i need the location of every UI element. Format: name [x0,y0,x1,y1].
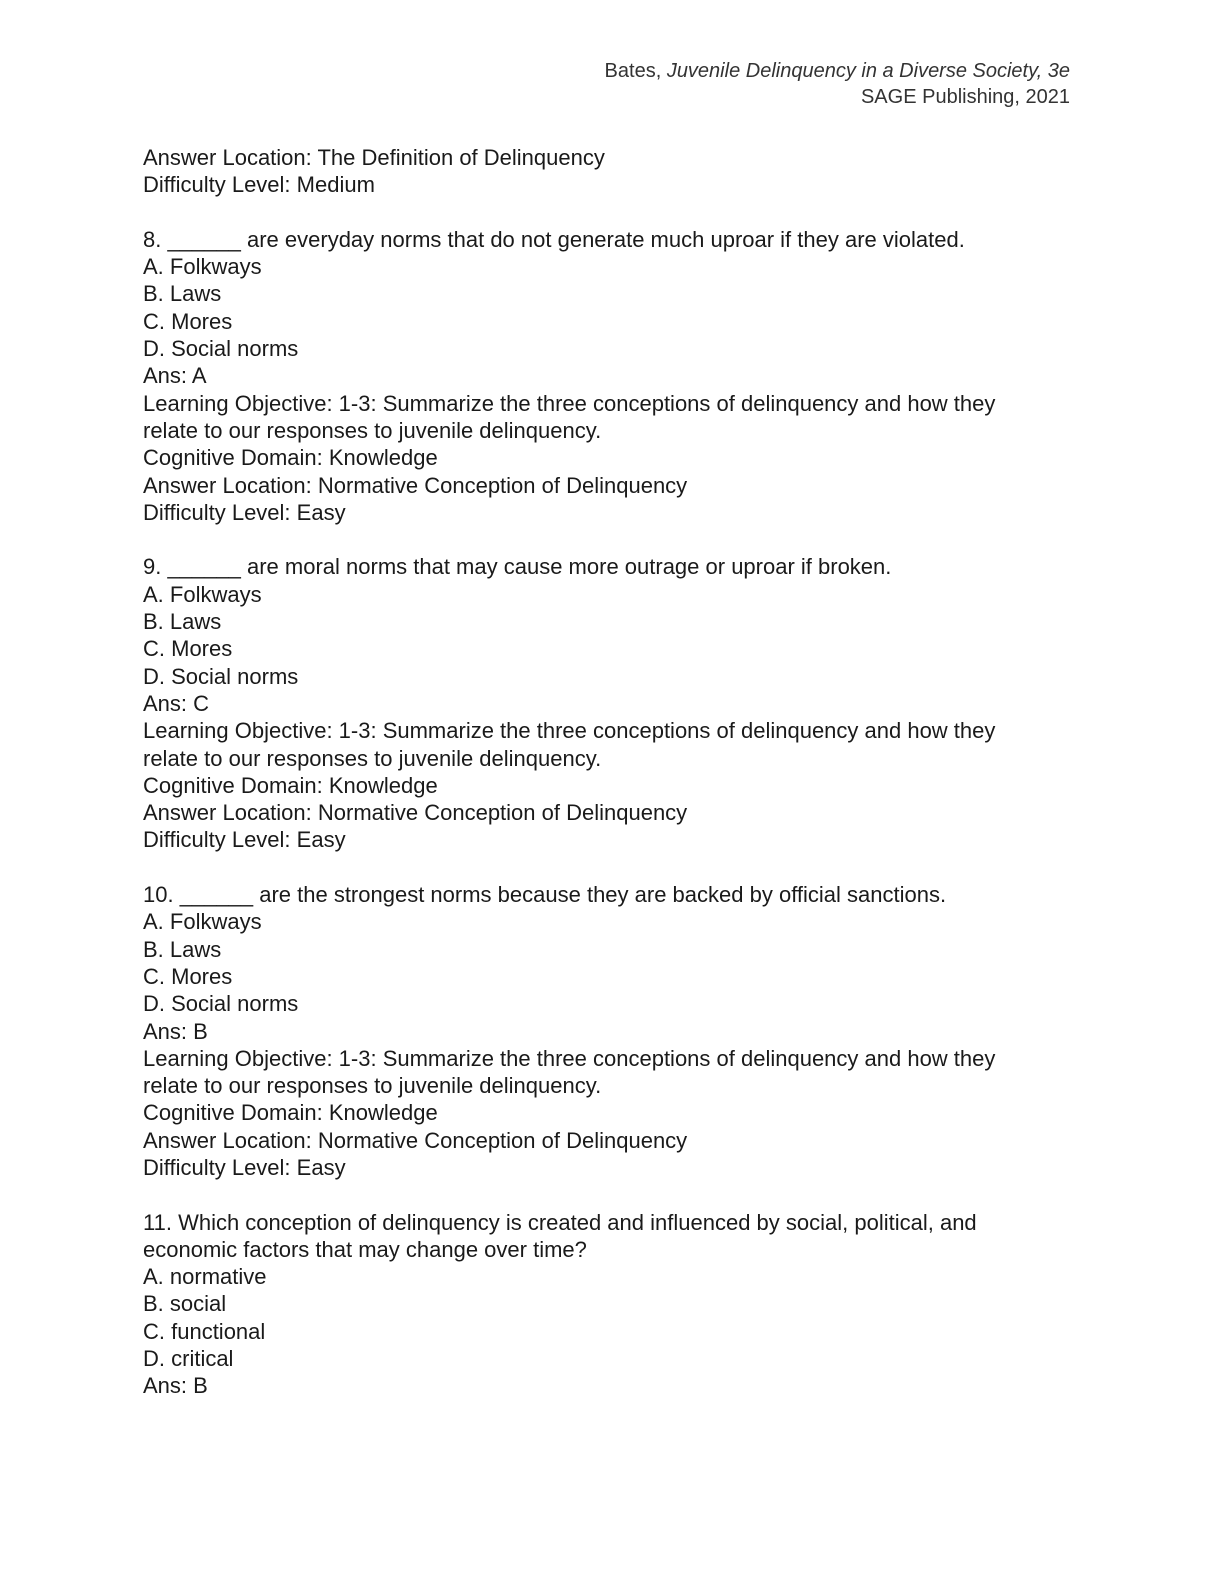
option-a: A. normative [143,1264,267,1290]
answer: Ans: A [143,363,207,389]
cognitive-domain: Cognitive Domain: Knowledge [143,1100,438,1126]
option-d: D. Social norms [143,663,299,689]
option-a: A. Folkways [143,581,262,607]
carryover-answer-location: Answer Location: The Definition of Delinquency [143,145,605,170]
option-d: D. Social norms [143,336,299,362]
answer-location: Answer Location: Normative Conception of Delinquency [143,472,688,498]
question-9 [143,553,1083,853]
option-a: A. Folkways [143,254,262,280]
option-c: C. Mores [143,636,233,662]
option-a: A. Folkways [143,909,262,935]
learning-objective: Learning Objective: 1-3: Summarize the three conceptions of delinquency and how they [143,718,996,744]
option-c: C. Mores [143,963,233,989]
difficulty-level: Difficulty Level: Easy [143,1154,346,1180]
question-stem: 9. ______ are moral norms that may cause more outrage or uproar if broken. [143,554,892,580]
answer: Ans: C [143,690,210,716]
option-c: C. functional [143,1318,266,1344]
learning-objective-cont: relate to our responses to juvenile delinquency. [143,417,602,443]
question-stem: 11. Which conception of delinquency is created and influenced by social, political, and [143,1209,977,1235]
header-author: Bates, [604,60,667,82]
learning-objective: Learning Objective: 1-3: Summarize the three conceptions of delinquency and how they [143,1045,996,1071]
document-body [143,144,1083,1400]
learning-objective-cont: relate to our responses to juvenile delinquency. [143,745,602,771]
option-b: B. Laws [143,609,222,635]
question-stem-cont: economic factors that may change over time? [143,1236,587,1262]
question-8 [143,226,1083,526]
option-b: B. Laws [143,936,222,962]
difficulty-level: Difficulty Level: Easy [143,499,346,525]
option-c: C. Mores [143,308,233,334]
option-b: B. Laws [143,281,222,307]
cognitive-domain: Cognitive Domain: Knowledge [143,772,438,798]
header-citation [605,58,1070,84]
option-d: D. critical [143,1346,234,1372]
header-book-title: Juvenile Delinquency in a Diverse Society, 3e [666,60,1070,82]
carryover-difficulty: Difficulty Level: Medium [143,172,375,198]
question-stem: 8. ______ are everyday norms that do not generate much uproar if they are violated. [143,226,965,252]
answer-location: Answer Location: Normative Conception of Delinquency [143,1127,688,1153]
header-publisher: SAGE Publishing, 2021 [860,86,1070,108]
learning-objective-cont: relate to our responses to juvenile delinquency. [143,1073,602,1099]
page-header [605,58,1070,110]
answer-location: Answer Location: Normative Conception of Delinquency [143,800,688,826]
answer: Ans: B [143,1373,208,1399]
question-stem: 10. ______ are the strongest norms because they are backed by official sanctions. [143,882,947,908]
question-11 [143,1209,1083,1400]
option-d: D. Social norms [143,991,299,1017]
answer: Ans: B [143,1018,208,1044]
question-10 [143,881,1083,1181]
learning-objective: Learning Objective: 1-3: Summarize the three conceptions of delinquency and how they [143,390,996,416]
difficulty-level: Difficulty Level: Easy [143,827,346,853]
cognitive-domain: Cognitive Domain: Knowledge [143,445,438,471]
option-b: B. social [143,1291,227,1317]
